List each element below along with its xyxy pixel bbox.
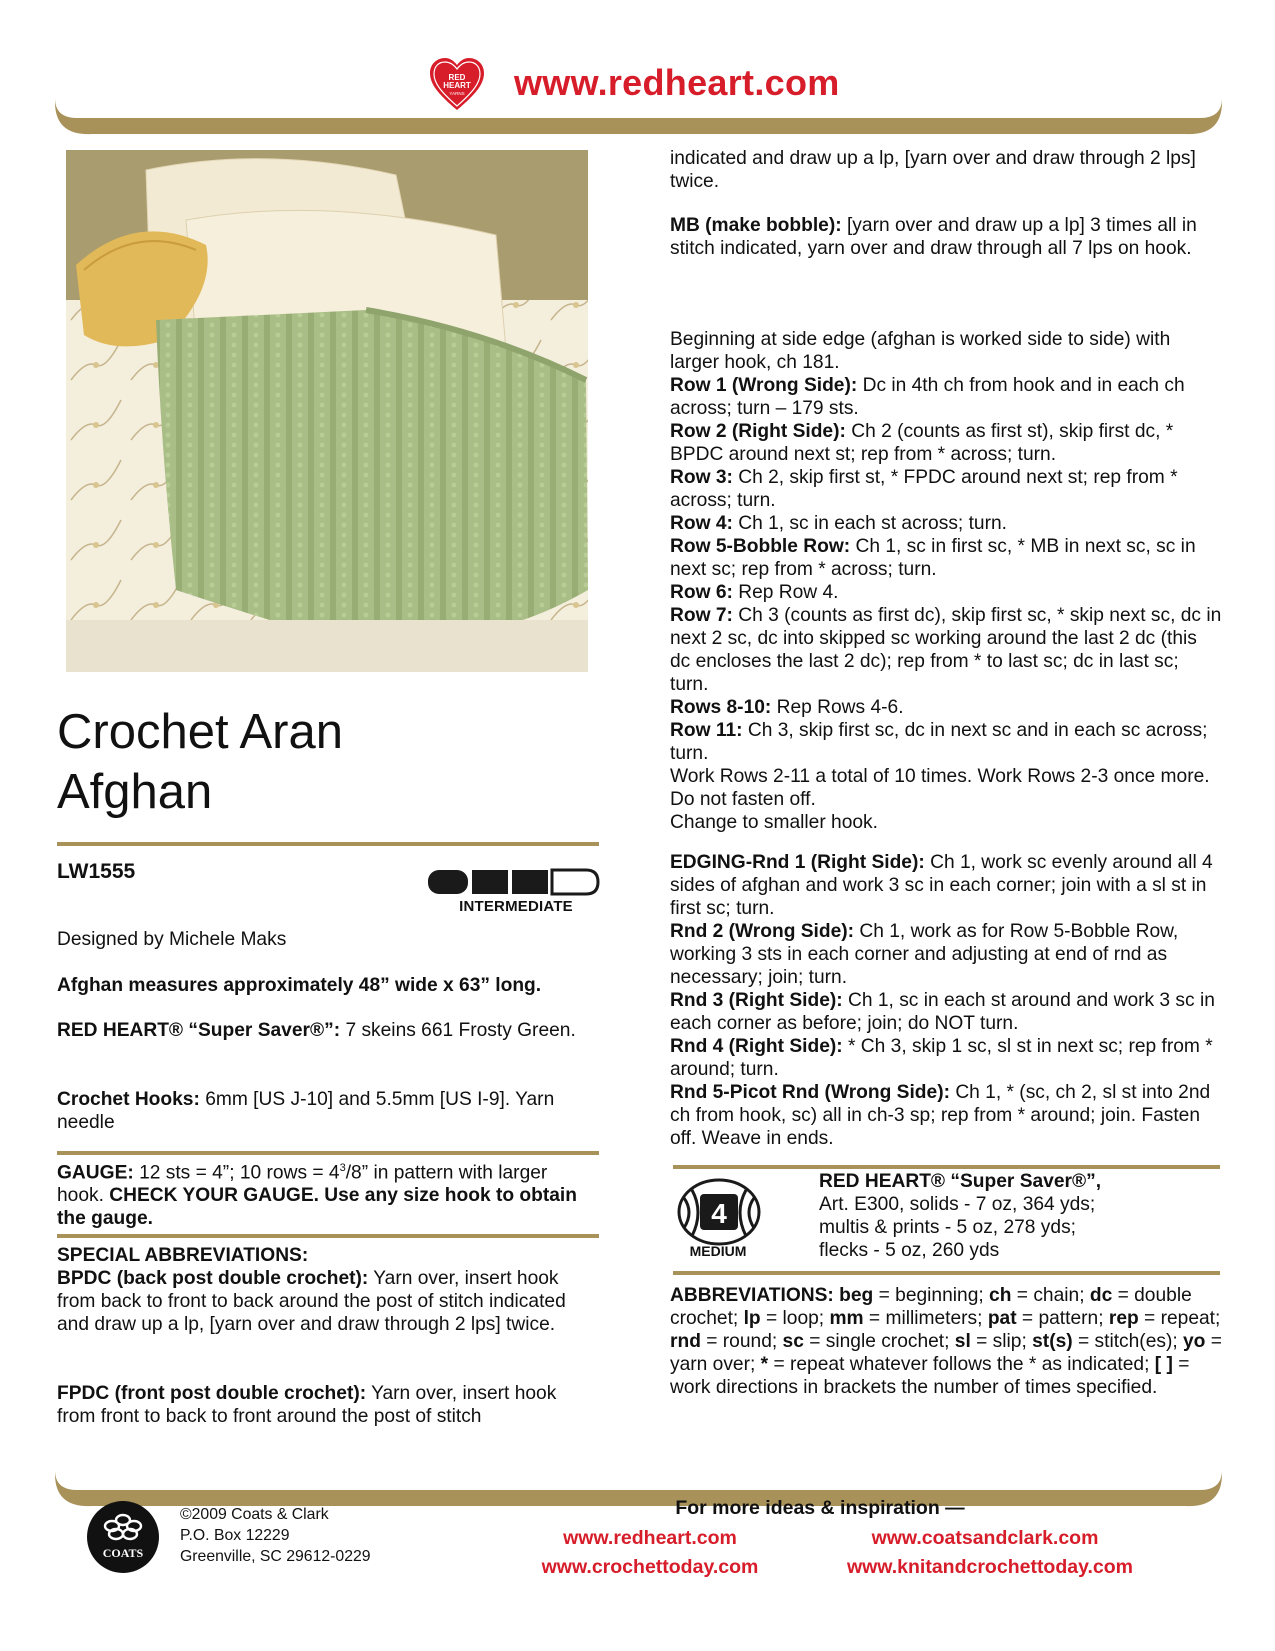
measurements: Afghan measures approximately 48” wide x 63” long.: [57, 975, 542, 996]
city: Greenville, SC 29612-0229: [180, 1548, 371, 1565]
gauge-check: CHECK YOUR GAUGE. Use any size hook to obtain the gauge.: [57, 1185, 577, 1230]
abbreviation-value: = repeat;: [1138, 1308, 1221, 1329]
instructions-edging: [670, 851, 1222, 1150]
materials-hooks: [57, 1088, 597, 1134]
abbreviation-value: = millimeters;: [863, 1308, 988, 1329]
instruction-text: Ch 2, skip first st, * FPDC around next st; rep from * across; turn.: [670, 467, 1178, 511]
svg-text:YARNS: YARNS: [449, 91, 465, 96]
instruction-line: [670, 920, 1222, 989]
more-ideas-heading: For more ideas & inspiration —: [675, 1497, 965, 1519]
abbreviation-key: st(s): [1032, 1331, 1073, 1352]
gauge-frac-num: 3: [339, 1162, 346, 1174]
mb-text: [yarn over and draw up a lp] 3 times all in stitch indicated, yarn over and draw through all 7 lps on hook.: [670, 215, 1197, 259]
abbreviation-key: beg: [839, 1285, 874, 1306]
abbreviation-value: = slip;: [970, 1331, 1033, 1352]
instruction-label: Row 1 (Wrong Side):: [670, 375, 858, 396]
skill-level-label: INTERMEDIATE: [459, 898, 573, 915]
svg-text:RED: RED: [448, 73, 466, 82]
title-line-1: Crochet Aran: [57, 705, 343, 759]
instruction-text: Rep Rows 4-6.: [771, 697, 904, 718]
instruction-line: [670, 1035, 1222, 1081]
instruction-text: Ch 1, work as for Row 5-Bobble Row, working 3 sts in each corner and adjusting at end of rnd as necessary; join; turn.: [670, 921, 1179, 988]
abbreviation-key: ch: [989, 1285, 1012, 1306]
pattern-id: LW1555: [57, 860, 136, 883]
instruction-label: Row 4:: [670, 513, 733, 534]
abbreviation-key: dc: [1089, 1285, 1113, 1306]
instruction-label: Row 7:: [670, 605, 733, 626]
instruction-label: Row 5-Bobble Row:: [670, 536, 851, 557]
instruction-line: [670, 581, 1222, 604]
header-gold-band: [55, 98, 1222, 136]
instruction-line: [670, 696, 1222, 719]
abbreviation-key: yo: [1183, 1331, 1206, 1352]
instruction-label: Rnd 2 (Wrong Side):: [670, 921, 855, 942]
instruction-text: Rep Row 4.: [732, 582, 839, 603]
instruction-label: Row 11:: [670, 720, 743, 741]
instruction-text: Change to smaller hook.: [670, 812, 878, 833]
bpdc-definition: [57, 1267, 597, 1336]
yarn-text: 7 skeins 661 Frosty Green.: [340, 1020, 576, 1041]
instruction-line: [670, 1081, 1222, 1150]
instruction-line: [670, 811, 1222, 834]
instruction-text: Ch 1, sc in first sc, * MB in next sc, sc in next sc; rep from * across; turn.: [670, 536, 1196, 580]
divider-rule: [673, 1271, 1220, 1275]
mb-label: MB (make bobble):: [670, 215, 842, 236]
divider-rule: [57, 842, 599, 846]
instruction-text: * Ch 3, skip 1 sc, sl st in next sc; rep from * around; turn.: [670, 1036, 1213, 1080]
instruction-text: Ch 2 (counts as first st), skip first dc, * BPDC around next st; rep from * across; turn.: [670, 421, 1174, 465]
fpdc-definition-continued: indicated and draw up a lp, [yarn over and draw through 2 lps] twice.: [670, 148, 1196, 192]
yarn-weight-number: 4: [711, 1198, 727, 1229]
yarn-label: RED HEART® “Super Saver®”:: [57, 1020, 341, 1041]
abbreviation-key: mm: [829, 1308, 864, 1329]
site-url-link[interactable]: www.redheart.com: [514, 62, 840, 103]
instruction-text: Ch 1, sc in each st around and work 3 sc in each corner as before; join; do NOT turn.: [670, 990, 1215, 1034]
abbreviation-value: = repeat whatever follows the * as indicated;: [768, 1354, 1155, 1375]
abbreviation-value: = loop;: [760, 1308, 830, 1329]
po-box: P.O. Box 12229: [180, 1527, 290, 1544]
hooks-label: Crochet Hooks:: [57, 1089, 200, 1110]
instruction-line: [670, 535, 1222, 581]
company-address: [180, 1504, 371, 1567]
instruction-line: [670, 765, 1222, 811]
instruction-line: [670, 420, 1222, 466]
fpdc-definition: [57, 1382, 597, 1428]
instruction-text: Work Rows 2-11 a total of 10 times. Work Rows 2-3 once more. Do not fasten off.: [670, 766, 1210, 810]
instruction-text: Ch 3 (counts as first dc), skip first sc, * skip next sc, dc in next 2 sc, dc into skipped sc working around the last 2 dc (this dc encloses the last 2 dc); rep from * to last sc; dc in last sc; turn.: [670, 605, 1222, 695]
gauge-block: [57, 1157, 597, 1230]
yarn-info-line: multis & prints - 5 oz, 278 yds;: [819, 1217, 1076, 1238]
divider-rule: [673, 1165, 1220, 1169]
abbreviation-key: [ ]: [1154, 1354, 1173, 1375]
instruction-label: Rnd 4 (Right Side):: [670, 1036, 843, 1057]
fpdc-text: Yarn over, insert hook from front to back to front around the post of stitch: [57, 1383, 557, 1427]
abbreviation-value: = single crochet;: [803, 1331, 955, 1352]
instruction-label: Row 2 (Right Side):: [670, 421, 846, 442]
yarn-info-line: Art. E300, solids - 7 oz, 364 yds;: [819, 1194, 1096, 1215]
gauge-text-a: 12 sts = 4”; 10 rows = 4: [133, 1162, 340, 1184]
yarn-weight-label: MEDIUM: [689, 1243, 747, 1259]
abbreviation-key: pat: [987, 1308, 1017, 1329]
abbreviation-key: lp: [743, 1308, 761, 1329]
instruction-line: [670, 851, 1222, 920]
abbreviation-value: = stitch(es);: [1072, 1331, 1184, 1352]
bpdc-text: Yarn over, insert hook from back to front to back around the post of stitch indicated and draw up a lp, [yarn over and draw through 2 lps] twice.: [57, 1268, 566, 1335]
instruction-label: Rows 8-10:: [670, 697, 772, 718]
special-abbreviations-heading: [57, 1244, 597, 1267]
mb-definition: [670, 214, 1222, 260]
instruction-text: Ch 1, * (sc, ch 2, sl st into 2nd ch from hook, sc) all in ch-3 sp; rep from * around; join. Fasten off. Weave in ends.: [670, 1082, 1211, 1149]
yarn-info-name: RED HEART® “Super Saver®”,: [819, 1171, 1102, 1192]
instruction-label: Row 6:: [670, 582, 733, 603]
materials-yarn: [57, 1019, 597, 1042]
abbreviation-value: = round;: [700, 1331, 783, 1352]
abbreviation-value: = beginning;: [873, 1285, 990, 1306]
abbreviations-block: [670, 1284, 1222, 1399]
afghan-photo: [66, 150, 588, 672]
copyright: ©2009 Coats & Clark: [180, 1506, 329, 1523]
abbreviation-value: = pattern;: [1016, 1308, 1109, 1329]
footer-link-knitandcrochettoday[interactable]: www.knitandcrochettoday.com: [846, 1556, 1134, 1578]
instruction-line: [670, 512, 1222, 535]
instruction-line: [670, 328, 1222, 374]
svg-text:HEART: HEART: [443, 81, 471, 90]
abbreviation-value: = yarn over;: [670, 1331, 1222, 1375]
instruction-label: EDGING-Rnd 1 (Right Side):: [670, 852, 925, 873]
yarn-info-line: flecks - 5 oz, 260 yds: [819, 1240, 1000, 1261]
footer-link-redheart[interactable]: www.redheart.com: [563, 1527, 737, 1549]
abbreviation-key: rnd: [670, 1331, 701, 1352]
instruction-text: Ch 3, skip first sc, dc in next sc and in each sc across; turn.: [670, 720, 1208, 764]
instruction-text: Ch 1, work sc evenly around all 4 sides of afghan and work 3 sc in each corner; join with a sl st in first sc; turn.: [670, 852, 1213, 919]
bpdc-label: BPDC (back post double crochet):: [57, 1268, 369, 1289]
pattern-title: [57, 702, 343, 822]
special-abbreviations-heading-text: SPECIAL ABBREVIATIONS:: [57, 1245, 309, 1266]
instruction-label: Rnd 3 (Right Side):: [670, 990, 843, 1011]
gauge-label: GAUGE:: [57, 1162, 134, 1184]
yarn-info: [819, 1170, 1219, 1262]
instruction-line: [670, 604, 1222, 696]
footer-link-coatsandclark[interactable]: www.coatsandclark.com: [871, 1527, 1099, 1549]
abbreviation-key: sc: [782, 1331, 804, 1352]
instruction-line: [670, 989, 1222, 1035]
divider-rule: [57, 1151, 599, 1155]
abbreviations-heading: ABBREVIATIONS:: [670, 1285, 834, 1306]
abbreviation-value: = double crochet;: [670, 1285, 1192, 1329]
footer-link-crochettoday[interactable]: www.crochettoday.com: [541, 1556, 759, 1578]
instruction-line: [670, 374, 1222, 420]
instruction-label: Row 3:: [670, 467, 733, 488]
gauge-frac-den: /8: [345, 1162, 362, 1184]
abbreviation-value: = chain;: [1011, 1285, 1090, 1306]
instruction-text: Ch 1, sc in each st across; turn.: [732, 513, 1007, 534]
instruction-text: Dc in 4th ch from hook and in each ch across; turn – 179 sts.: [670, 375, 1185, 419]
instruction-line: [670, 719, 1222, 765]
fpdc-label: FPDC (front post double crochet):: [57, 1383, 367, 1404]
coats-logo-icon[interactable]: [86, 1500, 160, 1574]
abbreviation-key: sl: [954, 1331, 971, 1352]
instruction-label: Rnd 5-Picot Rnd (Wrong Side):: [670, 1082, 950, 1103]
coats-logo-text: COATS: [102, 1546, 144, 1560]
abbreviation-key: rep: [1108, 1308, 1139, 1329]
instructions-rows: [670, 328, 1222, 834]
designer-credit: Designed by Michele Maks: [57, 929, 287, 950]
title-line-2: Afghan: [57, 765, 213, 819]
instruction-text: Beginning at side edge (afghan is worked side to side) with larger hook, ch 181.: [670, 329, 1171, 373]
gauge-text-b: ” in pattern with larger hook.: [57, 1162, 548, 1207]
hooks-text: 6mm [US J-10] and 5.5mm [US I-9]. Yarn needle: [57, 1089, 555, 1133]
instruction-line: [670, 466, 1222, 512]
abbreviation-value: = work directions in brackets the number of times specified.: [670, 1354, 1190, 1398]
divider-rule: [57, 1234, 599, 1238]
abbreviation-key: *: [760, 1354, 769, 1375]
